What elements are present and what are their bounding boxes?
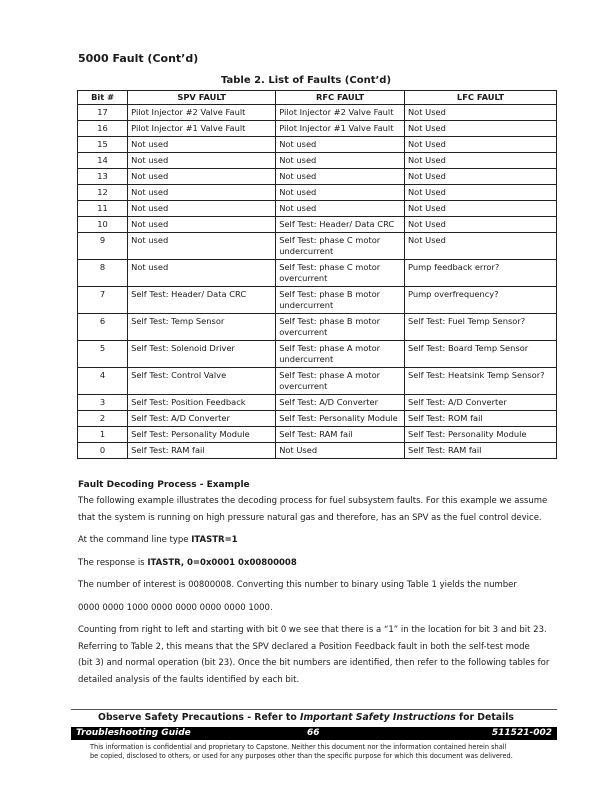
confidential-line-1: This information is confidential and proprietary to Capstone. Neither this document nor the information contained herein shall	[90, 743, 507, 751]
lfc-cell: Self Test: A/D Converter	[404, 395, 556, 411]
table-row	[78, 395, 557, 411]
bit-cell: 4	[78, 368, 128, 395]
response-text: ITASTR, 0=0x0001 0x00800008	[147, 557, 297, 568]
bit-cell: 11	[78, 201, 128, 217]
lfc-cell: Self Test: ROM fail	[404, 411, 556, 427]
lfc-cell: Not Used	[404, 233, 556, 260]
table-row	[78, 443, 557, 459]
bit-cell: 14	[78, 153, 128, 169]
section-title: 5000 Fault (Cont’d)	[78, 52, 199, 65]
rfc-cell: Not Used	[276, 443, 405, 459]
spv-cell: Not used	[128, 260, 276, 287]
rfc-cell: Self Test: Header/ Data CRC	[276, 217, 405, 233]
bit-cell: 9	[78, 233, 128, 260]
document-number: 511521-002	[491, 728, 552, 738]
rfc-cell: Self Test: phase C motor undercurrent	[276, 233, 405, 260]
lfc-cell: Not Used	[404, 201, 556, 217]
bit-cell: 15	[78, 137, 128, 153]
rfc-cell: Not used	[276, 137, 405, 153]
rfc-cell: Self Test: phase B motor overcurrent	[276, 314, 405, 341]
analysis-line-4: detailed analysis of the faults identified by each bit.	[78, 674, 300, 685]
bit-cell: 13	[78, 169, 128, 185]
rfc-cell: Not used	[276, 201, 405, 217]
faults-table	[77, 90, 557, 459]
command-prefix: At the command line type	[78, 535, 192, 545]
rfc-cell: Self Test: RAM fail	[276, 427, 405, 443]
rfc-cell: Self Test: Personality Module	[276, 411, 405, 427]
table-row	[78, 105, 557, 121]
table-row	[78, 427, 557, 443]
table-row	[78, 137, 557, 153]
rfc-cell: Not used	[276, 153, 405, 169]
header-rfc-fault: RFC FAULT	[276, 91, 405, 105]
response-line	[78, 555, 558, 572]
spv-cell: Not used	[128, 137, 276, 153]
footer-bar	[71, 727, 557, 740]
rfc-cell: Self Test: phase C motor overcurrent	[276, 260, 405, 287]
bit-cell: 6	[78, 314, 128, 341]
lfc-cell: Not Used	[404, 105, 556, 121]
rfc-cell: Self Test: phase B motor undercurrent	[276, 287, 405, 314]
table-row	[78, 201, 557, 217]
safety-notice-link: Important Safety Instructions	[300, 712, 456, 723]
table-row	[78, 314, 557, 341]
intro-line-2: that the system is running on high pressure natural gas and therefore, has an SPV as the fuel control device.	[78, 512, 542, 523]
table-row	[78, 368, 557, 395]
binary-line: 0000 0000 1000 0000 0000 0000 0000 1000.	[78, 602, 273, 613]
table-row	[78, 260, 557, 287]
spv-cell: Not used	[128, 201, 276, 217]
safety-notice	[0, 712, 612, 723]
rfc-cell: Pilot Injector #2 Valve Fault	[276, 105, 405, 121]
table-row	[78, 217, 557, 233]
header-bit: Bit #	[78, 91, 128, 105]
spv-cell: Not used	[128, 169, 276, 185]
command-line	[78, 532, 558, 549]
lfc-cell: Self Test: Personality Module	[404, 427, 556, 443]
safety-notice-prefix: Observe Safety Precautions - Refer to	[98, 712, 301, 723]
table-row	[78, 287, 557, 314]
header-spv-fault: SPV FAULT	[128, 91, 276, 105]
lfc-cell: Self Test: Heatsink Temp Sensor?	[404, 368, 556, 395]
bit-cell: 8	[78, 260, 128, 287]
rfc-cell: Not used	[276, 185, 405, 201]
spv-cell: Self Test: Solenoid Driver	[128, 341, 276, 368]
lfc-cell: Self Test: Board Temp Sensor	[404, 341, 556, 368]
lfc-cell: Not Used	[404, 153, 556, 169]
spv-cell: Self Test: Control Valve	[128, 368, 276, 395]
lfc-cell: Pump overfrequency?	[404, 287, 556, 314]
rfc-cell: Self Test: A/D Converter	[276, 395, 405, 411]
rfc-cell: Not used	[276, 169, 405, 185]
spv-cell: Not used	[128, 233, 276, 260]
table-row	[78, 411, 557, 427]
spv-cell: Not used	[128, 185, 276, 201]
table-body	[78, 105, 557, 459]
table-row	[78, 233, 557, 260]
guide-title: Troubleshooting Guide	[76, 728, 191, 738]
bit-cell: 5	[78, 341, 128, 368]
bit-cell: 0	[78, 443, 128, 459]
bit-cell: 3	[78, 395, 128, 411]
lfc-cell: Not Used	[404, 121, 556, 137]
bit-cell: 17	[78, 105, 128, 121]
table-row	[78, 185, 557, 201]
table-row	[78, 121, 557, 137]
interest-line: The number of interest is 00800008. Converting this number to binary using Table 1 yields the number	[78, 580, 517, 590]
command-text: ITASTR=1	[191, 535, 238, 545]
lfc-cell: Not Used	[404, 169, 556, 185]
example-section	[78, 478, 558, 688]
header-lfc-fault: LFC FAULT	[404, 91, 556, 105]
table-row	[78, 153, 557, 169]
page-number: 66	[307, 728, 320, 738]
spv-cell: Self Test: Position Feedback	[128, 395, 276, 411]
analysis-line-3: (bit 3) and normal operation (bit 23). Once the bit numbers are identified, then refer to the following tables for	[78, 658, 550, 668]
spv-cell: Self Test: Personality Module	[128, 427, 276, 443]
bit-cell: 16	[78, 121, 128, 137]
rfc-cell: Pilot Injector #1 Valve Fault	[276, 121, 405, 137]
example-heading: Fault Decoding Process - Example	[78, 480, 250, 490]
analysis-line-2: Referring to Table 2, this means that the SPV declared a Position Feedback fault in both the self-test mode	[78, 641, 530, 652]
bit-cell: 12	[78, 185, 128, 201]
bit-cell: 7	[78, 287, 128, 314]
bit-cell: 10	[78, 217, 128, 233]
spv-cell: Self Test: A/D Converter	[128, 411, 276, 427]
lfc-cell: Not Used	[404, 217, 556, 233]
lfc-cell: Self Test: RAM fail	[404, 443, 556, 459]
safety-notice-suffix: for Details	[455, 712, 514, 723]
intro-line-1: The following example illustrates the decoding process for fuel subsystem faults. For this example we assume	[78, 496, 548, 506]
bit-cell: 2	[78, 411, 128, 427]
spv-cell: Self Test: Header/ Data CRC	[128, 287, 276, 314]
response-prefix: The response is	[78, 557, 148, 568]
lfc-cell: Not Used	[404, 137, 556, 153]
table-row	[78, 169, 557, 185]
rfc-cell: Self Test: phase A motor overcurrent	[276, 368, 405, 395]
lfc-cell: Not Used	[404, 185, 556, 201]
footer-divider	[71, 709, 557, 710]
table-header-row	[78, 91, 557, 105]
confidential-line-2: be copied, disclosed to others, or used for any purposes other than the specific purpose for which this document was delivered.	[90, 752, 513, 760]
spv-cell: Self Test: RAM fail	[128, 443, 276, 459]
rfc-cell: Self Test: phase A motor undercurrent	[276, 341, 405, 368]
spv-cell: Self Test: Temp Sensor	[128, 314, 276, 341]
spv-cell: Not used	[128, 217, 276, 233]
table-caption: Table 2. List of Faults (Cont’d)	[220, 75, 392, 86]
spv-cell: Not used	[128, 153, 276, 169]
table-row	[78, 341, 557, 368]
analysis-line-1: Counting from right to left and starting with bit 0 we see that there is a “1” in the location for bit 3 and bit 23.	[78, 625, 547, 635]
confidentiality-notice	[90, 743, 550, 761]
spv-cell: Pilot Injector #1 Valve Fault	[128, 121, 276, 137]
lfc-cell: Self Test: Fuel Temp Sensor?	[404, 314, 556, 341]
bit-cell: 1	[78, 427, 128, 443]
spv-cell: Pilot Injector #2 Valve Fault	[128, 105, 276, 121]
lfc-cell: Pump feedback error?	[404, 260, 556, 287]
